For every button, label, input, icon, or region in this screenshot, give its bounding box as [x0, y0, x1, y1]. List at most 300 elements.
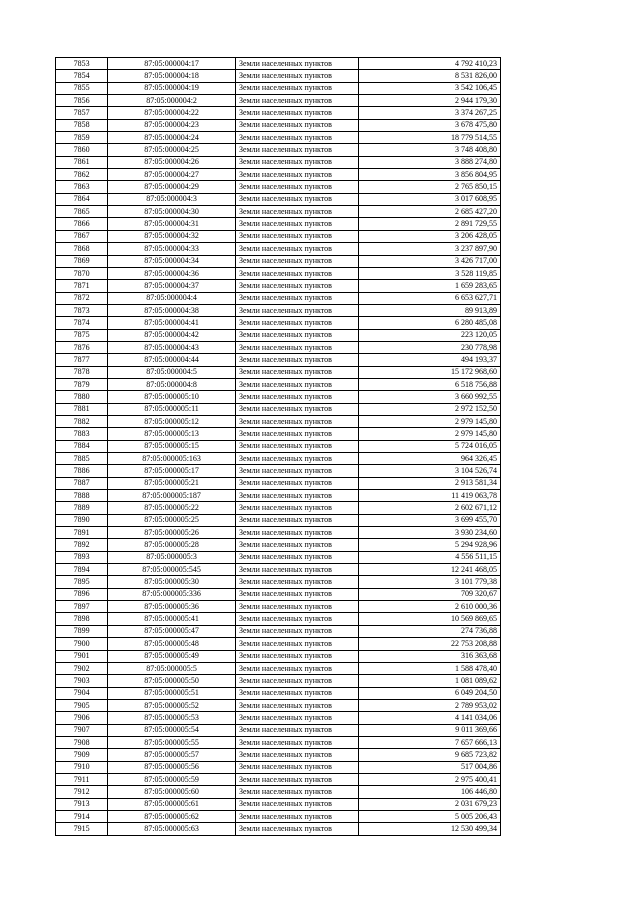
table-row [56, 82, 501, 94]
cadastral-value-cell: 2 031 679,23 [358, 798, 500, 810]
cadastral-number-cell: 87:05:000005:10 [108, 391, 236, 403]
cadastral-value-table [55, 57, 501, 836]
cadastral-number-cell: 87:05:000004:27 [108, 169, 236, 181]
table-row [56, 564, 501, 576]
cadastral-number-cell: 87:05:000005:5 [108, 662, 236, 674]
table-row [56, 206, 501, 218]
cadastral-number-cell: 87:05:000004:17 [108, 58, 236, 70]
row-number-cell: 7854 [56, 70, 108, 82]
row-number-cell: 7902 [56, 662, 108, 674]
table-row [56, 465, 501, 477]
cadastral-value-cell: 6 518 756,88 [358, 378, 500, 390]
cadastral-value-cell: 964 326,45 [358, 453, 500, 465]
table-row [56, 786, 501, 798]
row-number-cell: 7912 [56, 786, 108, 798]
land-category-cell: Земли населенных пунктов [236, 119, 359, 131]
cadastral-number-cell: 87:05:000005:63 [108, 823, 236, 835]
cadastral-number-cell: 87:05:000004:19 [108, 82, 236, 94]
row-number-cell: 7872 [56, 292, 108, 304]
land-category-cell: Земли населенных пунктов [236, 687, 359, 699]
cadastral-number-cell: 87:05:000005:59 [108, 773, 236, 785]
table-row [56, 477, 501, 489]
land-category-cell: Земли населенных пунктов [236, 428, 359, 440]
cadastral-value-cell: 3 542 106,45 [358, 82, 500, 94]
cadastral-number-cell: 87:05:000005:26 [108, 527, 236, 539]
land-category-cell: Земли населенных пунктов [236, 453, 359, 465]
cadastral-number-cell: 87:05:000005:49 [108, 650, 236, 662]
cadastral-number-cell: 87:05:000005:13 [108, 428, 236, 440]
cadastral-number-cell: 87:05:000005:36 [108, 601, 236, 613]
cadastral-value-cell: 3 748 408,80 [358, 144, 500, 156]
land-category-cell: Земли населенных пунктов [236, 329, 359, 341]
cadastral-value-cell: 1 588 478,40 [358, 662, 500, 674]
row-number-cell: 7871 [56, 280, 108, 292]
table-row [56, 662, 501, 674]
cadastral-value-cell: 2 891 729,55 [358, 218, 500, 230]
table-row [56, 230, 501, 242]
row-number-cell: 7873 [56, 304, 108, 316]
cadastral-value-cell: 2 979 145,80 [358, 428, 500, 440]
land-category-cell: Земли населенных пунктов [236, 465, 359, 477]
land-category-cell: Земли населенных пунктов [236, 736, 359, 748]
land-category-cell: Земли населенных пунктов [236, 798, 359, 810]
land-category-cell: Земли населенных пунктов [236, 292, 359, 304]
cadastral-number-cell: 87:05:000004:18 [108, 70, 236, 82]
row-number-cell: 7899 [56, 625, 108, 637]
cadastral-number-cell: 87:05:000005:30 [108, 576, 236, 588]
cadastral-number-cell: 87:05:000004:36 [108, 267, 236, 279]
cadastral-number-cell: 87:05:000005:12 [108, 415, 236, 427]
row-number-cell: 7887 [56, 477, 108, 489]
table-row [56, 267, 501, 279]
land-category-cell: Земли населенных пунктов [236, 193, 359, 205]
land-category-cell: Земли населенных пунктов [236, 354, 359, 366]
cadastral-number-cell: 87:05:000005:56 [108, 761, 236, 773]
table-row [56, 415, 501, 427]
table-row [56, 527, 501, 539]
cadastral-number-cell: 87:05:000005:50 [108, 675, 236, 687]
cadastral-value-cell: 3 930 234,60 [358, 527, 500, 539]
cadastral-value-cell: 517 004,86 [358, 761, 500, 773]
land-category-cell: Земли населенных пунктов [236, 810, 359, 822]
land-category-cell: Земли населенных пунктов [236, 341, 359, 353]
row-number-cell: 7885 [56, 453, 108, 465]
cadastral-value-cell: 5 005 206,43 [358, 810, 500, 822]
cadastral-value-cell: 6 653 627,71 [358, 292, 500, 304]
land-category-cell: Земли населенных пунктов [236, 761, 359, 773]
table-row [56, 144, 501, 156]
land-category-cell: Земли населенных пунктов [236, 638, 359, 650]
land-category-cell: Земли населенных пунктов [236, 588, 359, 600]
row-number-cell: 7911 [56, 773, 108, 785]
table-row [56, 218, 501, 230]
land-category-cell: Земли населенных пунктов [236, 267, 359, 279]
land-category-cell: Земли населенных пунктов [236, 601, 359, 613]
cadastral-value-cell: 106 446,80 [358, 786, 500, 798]
row-number-cell: 7878 [56, 366, 108, 378]
cadastral-number-cell: 87:05:000005:25 [108, 514, 236, 526]
cadastral-number-cell: 87:05:000004:22 [108, 107, 236, 119]
land-category-cell: Земли населенных пунктов [236, 527, 359, 539]
cadastral-number-cell: 87:05:000005:57 [108, 749, 236, 761]
cadastral-value-cell: 2 685 427,20 [358, 206, 500, 218]
row-number-cell: 7886 [56, 465, 108, 477]
row-number-cell: 7915 [56, 823, 108, 835]
cadastral-number-cell: 87:05:000005:11 [108, 403, 236, 415]
table-row [56, 391, 501, 403]
cadastral-number-cell: 87:05:000004:31 [108, 218, 236, 230]
table-row [56, 354, 501, 366]
table-row [56, 502, 501, 514]
land-category-cell: Земли населенных пунктов [236, 144, 359, 156]
cadastral-number-cell: 87:05:000004:2 [108, 95, 236, 107]
row-number-cell: 7857 [56, 107, 108, 119]
table-row [56, 95, 501, 107]
cadastral-value-cell: 89 913,89 [358, 304, 500, 316]
row-number-cell: 7861 [56, 156, 108, 168]
land-category-cell: Земли населенных пунктов [236, 132, 359, 144]
row-number-cell: 7874 [56, 317, 108, 329]
cadastral-value-cell: 3 101 779,38 [358, 576, 500, 588]
row-number-cell: 7901 [56, 650, 108, 662]
cadastral-number-cell: 87:05:000005:51 [108, 687, 236, 699]
table-row [56, 132, 501, 144]
cadastral-value-cell: 3 237 897,90 [358, 243, 500, 255]
table-row [56, 490, 501, 502]
row-number-cell: 7867 [56, 230, 108, 242]
table-row [56, 453, 501, 465]
land-category-cell: Земли населенных пунктов [236, 317, 359, 329]
cadastral-number-cell: 87:05:000004:32 [108, 230, 236, 242]
cadastral-value-cell: 3 678 475,80 [358, 119, 500, 131]
land-category-cell: Земли населенных пунктов [236, 662, 359, 674]
row-number-cell: 7890 [56, 514, 108, 526]
row-number-cell: 7853 [56, 58, 108, 70]
row-number-cell: 7883 [56, 428, 108, 440]
row-number-cell: 7894 [56, 564, 108, 576]
row-number-cell: 7913 [56, 798, 108, 810]
land-category-cell: Земли населенных пунктов [236, 378, 359, 390]
land-category-cell: Земли населенных пунктов [236, 58, 359, 70]
cadastral-number-cell: 87:05:000005:163 [108, 453, 236, 465]
cadastral-number-cell: 87:05:000005:62 [108, 810, 236, 822]
cadastral-number-cell: 87:05:000004:29 [108, 181, 236, 193]
cadastral-number-cell: 87:05:000005:54 [108, 724, 236, 736]
table-row [56, 601, 501, 613]
row-number-cell: 7881 [56, 403, 108, 415]
table-row [56, 588, 501, 600]
row-number-cell: 7907 [56, 724, 108, 736]
cadastral-number-cell: 87:05:000005:28 [108, 539, 236, 551]
cadastral-number-cell: 87:05:000004:24 [108, 132, 236, 144]
row-number-cell: 7896 [56, 588, 108, 600]
land-category-cell: Земли населенных пунктов [236, 230, 359, 242]
cadastral-number-cell: 87:05:000004:33 [108, 243, 236, 255]
land-category-cell: Земли населенных пунктов [236, 712, 359, 724]
cadastral-value-cell: 9 685 723,82 [358, 749, 500, 761]
row-number-cell: 7866 [56, 218, 108, 230]
row-number-cell: 7855 [56, 82, 108, 94]
row-number-cell: 7893 [56, 551, 108, 563]
cadastral-value-cell: 6 280 485,08 [358, 317, 500, 329]
table-row [56, 280, 501, 292]
cadastral-value-cell: 4 792 410,23 [358, 58, 500, 70]
cadastral-value-cell: 3 888 274,80 [358, 156, 500, 168]
cadastral-number-cell: 87:05:000005:48 [108, 638, 236, 650]
table-row [56, 798, 501, 810]
table-row [56, 749, 501, 761]
cadastral-value-cell: 6 049 204,50 [358, 687, 500, 699]
cadastral-value-cell: 3 528 119,85 [358, 267, 500, 279]
table-row [56, 810, 501, 822]
row-number-cell: 7864 [56, 193, 108, 205]
cadastral-value-cell: 4 556 511,15 [358, 551, 500, 563]
cadastral-value-cell: 3 856 804,95 [358, 169, 500, 181]
cadastral-value-cell: 4 141 034,06 [358, 712, 500, 724]
land-category-cell: Земли населенных пунктов [236, 823, 359, 835]
cadastral-number-cell: 87:05:000004:34 [108, 255, 236, 267]
table-row [56, 329, 501, 341]
cadastral-value-cell: 5 294 928,96 [358, 539, 500, 551]
land-category-cell: Земли населенных пунктов [236, 502, 359, 514]
cadastral-number-cell: 87:05:000004:4 [108, 292, 236, 304]
cadastral-number-cell: 87:05:000005:41 [108, 613, 236, 625]
row-number-cell: 7910 [56, 761, 108, 773]
row-number-cell: 7875 [56, 329, 108, 341]
row-number-cell: 7859 [56, 132, 108, 144]
land-category-cell: Земли населенных пунктов [236, 181, 359, 193]
row-number-cell: 7868 [56, 243, 108, 255]
cadastral-value-cell: 2 972 152,50 [358, 403, 500, 415]
land-category-cell: Земли населенных пунктов [236, 415, 359, 427]
table-row [56, 699, 501, 711]
table-row [56, 193, 501, 205]
land-category-cell: Земли населенных пунктов [236, 70, 359, 82]
row-number-cell: 7909 [56, 749, 108, 761]
row-number-cell: 7905 [56, 699, 108, 711]
row-number-cell: 7897 [56, 601, 108, 613]
row-number-cell: 7903 [56, 675, 108, 687]
row-number-cell: 7884 [56, 440, 108, 452]
land-category-cell: Земли населенных пунктов [236, 477, 359, 489]
land-category-cell: Земли населенных пунктов [236, 724, 359, 736]
row-number-cell: 7863 [56, 181, 108, 193]
cadastral-number-cell: 87:05:000004:44 [108, 354, 236, 366]
land-category-cell: Земли населенных пунктов [236, 514, 359, 526]
cadastral-number-cell: 87:05:000005:545 [108, 564, 236, 576]
table-row [56, 687, 501, 699]
land-category-cell: Земли населенных пунктов [236, 490, 359, 502]
land-category-cell: Земли населенных пунктов [236, 749, 359, 761]
cadastral-number-cell: 87:05:000004:43 [108, 341, 236, 353]
table-row [56, 638, 501, 650]
table-row [56, 625, 501, 637]
cadastral-number-cell: 87:05:000004:37 [108, 280, 236, 292]
cadastral-value-cell: 494 193,37 [358, 354, 500, 366]
cadastral-value-cell: 12 241 468,05 [358, 564, 500, 576]
table-row [56, 107, 501, 119]
row-number-cell: 7862 [56, 169, 108, 181]
cadastral-value-cell: 2 765 850,15 [358, 181, 500, 193]
table-row [56, 378, 501, 390]
row-number-cell: 7891 [56, 527, 108, 539]
table-row [56, 613, 501, 625]
cadastral-value-cell: 2 610 000,36 [358, 601, 500, 613]
table-row [56, 576, 501, 588]
cadastral-value-cell: 1 659 283,65 [358, 280, 500, 292]
cadastral-value-cell: 230 778,98 [358, 341, 500, 353]
table-row [56, 169, 501, 181]
table-row [56, 317, 501, 329]
table-row [56, 675, 501, 687]
row-number-cell: 7889 [56, 502, 108, 514]
cadastral-value-cell: 2 913 581,34 [358, 477, 500, 489]
cadastral-number-cell: 87:05:000005:21 [108, 477, 236, 489]
cadastral-value-cell: 709 320,67 [358, 588, 500, 600]
cadastral-number-cell: 87:05:000005:60 [108, 786, 236, 798]
land-category-cell: Земли населенных пунктов [236, 280, 359, 292]
land-category-cell: Земли населенных пунктов [236, 625, 359, 637]
table-row [56, 403, 501, 415]
table-row [56, 341, 501, 353]
row-number-cell: 7898 [56, 613, 108, 625]
table-row [56, 551, 501, 563]
land-category-cell: Земли населенных пунктов [236, 95, 359, 107]
land-category-cell: Земли населенных пунктов [236, 403, 359, 415]
table-row [56, 428, 501, 440]
cadastral-value-cell: 9 011 369,66 [358, 724, 500, 736]
cadastral-number-cell: 87:05:000005:53 [108, 712, 236, 724]
cadastral-value-cell: 274 736,88 [358, 625, 500, 637]
cadastral-number-cell: 87:05:000005:22 [108, 502, 236, 514]
row-number-cell: 7880 [56, 391, 108, 403]
row-number-cell: 7856 [56, 95, 108, 107]
cadastral-value-cell: 2 944 179,30 [358, 95, 500, 107]
land-category-cell: Земли населенных пунктов [236, 576, 359, 588]
table-row [56, 514, 501, 526]
table-row [56, 761, 501, 773]
cadastral-number-cell: 87:05:000005:52 [108, 699, 236, 711]
cadastral-number-cell: 87:05:000004:23 [108, 119, 236, 131]
row-number-cell: 7908 [56, 736, 108, 748]
land-category-cell: Земли населенных пунктов [236, 675, 359, 687]
table-row [56, 304, 501, 316]
cadastral-number-cell: 87:05:000004:41 [108, 317, 236, 329]
cadastral-number-cell: 87:05:000005:187 [108, 490, 236, 502]
cadastral-number-cell: 87:05:000004:38 [108, 304, 236, 316]
cadastral-value-cell: 3 206 428,05 [358, 230, 500, 242]
row-number-cell: 7870 [56, 267, 108, 279]
cadastral-value-cell: 3 426 717,00 [358, 255, 500, 267]
table-row [56, 119, 501, 131]
cadastral-value-cell: 3 660 992,55 [358, 391, 500, 403]
row-number-cell: 7865 [56, 206, 108, 218]
row-number-cell: 7904 [56, 687, 108, 699]
row-number-cell: 7900 [56, 638, 108, 650]
cadastral-number-cell: 87:05:000005:47 [108, 625, 236, 637]
cadastral-number-cell: 87:05:000005:15 [108, 440, 236, 452]
row-number-cell: 7869 [56, 255, 108, 267]
cadastral-value-cell: 12 530 499,34 [358, 823, 500, 835]
row-number-cell: 7914 [56, 810, 108, 822]
land-category-cell: Земли населенных пунктов [236, 564, 359, 576]
land-category-cell: Земли населенных пунктов [236, 786, 359, 798]
cadastral-number-cell: 87:05:000005:17 [108, 465, 236, 477]
cadastral-value-cell: 18 779 514,55 [358, 132, 500, 144]
row-number-cell: 7879 [56, 378, 108, 390]
land-category-cell: Земли населенных пунктов [236, 255, 359, 267]
table-row [56, 70, 501, 82]
land-category-cell: Земли населенных пунктов [236, 440, 359, 452]
cadastral-value-cell: 15 172 968,60 [358, 366, 500, 378]
land-category-cell: Земли населенных пунктов [236, 613, 359, 625]
table-body [56, 58, 501, 836]
table-row [56, 712, 501, 724]
cadastral-value-cell: 3 017 608,95 [358, 193, 500, 205]
row-number-cell: 7858 [56, 119, 108, 131]
land-category-cell: Земли населенных пунктов [236, 206, 359, 218]
land-category-cell: Земли населенных пунктов [236, 243, 359, 255]
table-row [56, 156, 501, 168]
cadastral-value-cell: 3 104 526,74 [358, 465, 500, 477]
cadastral-value-cell: 5 724 016,05 [358, 440, 500, 452]
table-row [56, 181, 501, 193]
land-category-cell: Земли населенных пунктов [236, 156, 359, 168]
row-number-cell: 7906 [56, 712, 108, 724]
table-row [56, 724, 501, 736]
row-number-cell: 7888 [56, 490, 108, 502]
land-category-cell: Земли населенных пунктов [236, 169, 359, 181]
land-category-cell: Земли населенных пунктов [236, 551, 359, 563]
table-row [56, 440, 501, 452]
cadastral-value-cell: 11 419 063,78 [358, 490, 500, 502]
table-row [56, 773, 501, 785]
cadastral-value-cell: 22 753 208,88 [358, 638, 500, 650]
cadastral-number-cell: 87:05:000005:61 [108, 798, 236, 810]
table-row [56, 823, 501, 835]
cadastral-value-cell: 2 602 671,12 [358, 502, 500, 514]
row-number-cell: 7860 [56, 144, 108, 156]
cadastral-number-cell: 87:05:000004:25 [108, 144, 236, 156]
cadastral-number-cell: 87:05:000004:30 [108, 206, 236, 218]
land-category-cell: Земли населенных пунктов [236, 391, 359, 403]
cadastral-number-cell: 87:05:000004:3 [108, 193, 236, 205]
cadastral-value-cell: 3 374 267,25 [358, 107, 500, 119]
land-category-cell: Земли населенных пунктов [236, 304, 359, 316]
cadastral-number-cell: 87:05:000004:26 [108, 156, 236, 168]
table-row [56, 255, 501, 267]
cadastral-value-cell: 10 569 869,65 [358, 613, 500, 625]
table-row [56, 243, 501, 255]
land-category-cell: Земли населенных пунктов [236, 366, 359, 378]
cadastral-value-cell: 1 081 089,62 [358, 675, 500, 687]
table-row [56, 292, 501, 304]
cadastral-number-cell: 87:05:000004:5 [108, 366, 236, 378]
land-category-cell: Земли населенных пунктов [236, 773, 359, 785]
row-number-cell: 7892 [56, 539, 108, 551]
cadastral-value-cell: 316 363,68 [358, 650, 500, 662]
cadastral-number-cell: 87:05:000004:42 [108, 329, 236, 341]
table-row [56, 650, 501, 662]
land-category-cell: Земли населенных пунктов [236, 650, 359, 662]
table-row [56, 366, 501, 378]
cadastral-number-cell: 87:05:000005:336 [108, 588, 236, 600]
cadastral-value-cell: 2 975 400,41 [358, 773, 500, 785]
cadastral-number-cell: 87:05:000004:8 [108, 378, 236, 390]
row-number-cell: 7876 [56, 341, 108, 353]
row-number-cell: 7882 [56, 415, 108, 427]
cadastral-number-cell: 87:05:000005:3 [108, 551, 236, 563]
